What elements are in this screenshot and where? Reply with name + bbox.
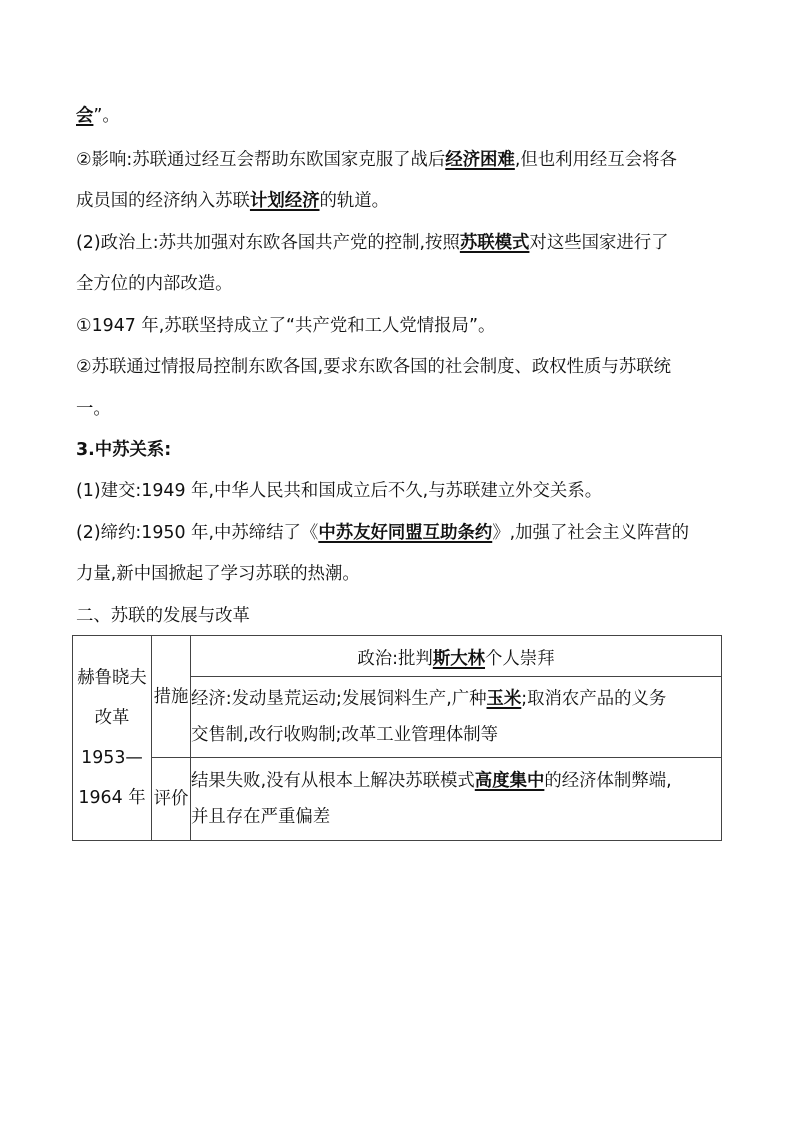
text-segment: 政治:批判 [357, 648, 433, 669]
era-title: 改革 [94, 708, 130, 728]
text-segment: ②影响:苏联通过经互会帮助东欧国家克服了战后 [76, 150, 446, 170]
text-segment: ;取消农产品的义务 [521, 689, 667, 709]
text-segment: 的轨道。 [319, 191, 390, 211]
era-years: 1953— [81, 748, 143, 768]
text-line [76, 189, 726, 213]
cell-line [191, 681, 721, 717]
table-row [73, 636, 722, 677]
keyword: 玉米 [486, 689, 522, 709]
keyword: 计划经济 [249, 191, 320, 211]
keyword: 苏联模式 [459, 233, 530, 253]
text-segment: 》,加强了社会主义阵营的 [492, 523, 690, 543]
text-line: ①1947 年,苏联坚持成立了“共产党和工人党情报局”。 [76, 316, 496, 336]
evaluation-label: 评价 [152, 758, 191, 841]
section-heading: 3.中苏关系: [76, 440, 172, 460]
text-line: 力量,新中国掀起了学习苏联的热潮。 [76, 564, 360, 584]
text-segment: 经济:发动垦荒运动;发展饲料生产,广种 [191, 689, 487, 709]
text-line: ②苏联通过情报局控制东欧各国,要求东欧各国的社会制度、政权性质与苏联统 [76, 357, 672, 377]
keyword: 会 [76, 106, 94, 126]
table-row [73, 758, 722, 841]
text-line [76, 231, 726, 255]
cell-line: 并且存在严重偏差 [191, 807, 331, 827]
text-line: 一。 [76, 399, 111, 419]
keyword: 高度集中 [474, 771, 545, 791]
text-segment: (2)政治上:苏共加强对东欧各国共产党的控制,按照 [76, 233, 460, 253]
text-segment: 的经济体制弊端, [544, 771, 672, 791]
keyword: 经济困难 [445, 150, 515, 170]
era-cell [73, 636, 152, 841]
cell-line [191, 763, 721, 799]
text-line [76, 104, 726, 128]
text-line: (1)建交:1949 年,中华人民共和国成立后不久,与苏联建立外交关系。 [76, 481, 603, 501]
cell-line: 交售制,改行收购制;改革工业管理体制等 [191, 725, 499, 745]
era-title: 赫鲁晓夫 [77, 668, 147, 688]
text-segment: ”。 [93, 106, 120, 126]
text-segment: 对这些国家进行了 [529, 233, 669, 253]
measures-label: 措施 [152, 636, 191, 758]
political-measure [191, 636, 722, 677]
reform-table [72, 635, 722, 841]
text-segment: 成员国的经济纳入苏联 [76, 191, 250, 211]
text-line [76, 148, 726, 172]
keyword: 斯大林 [432, 648, 486, 669]
section-heading: 二、苏联的发展与改革 [76, 606, 250, 626]
text-segment: 结果失败,没有从根本上解决苏联模式 [191, 771, 475, 791]
economic-measure [191, 677, 722, 758]
text-line [76, 521, 726, 545]
text-line: 全方位的内部改造。 [76, 274, 233, 294]
text-segment: ,但也利用经互会将各 [514, 150, 677, 170]
text-segment: (2)缔约:1950 年,中苏缔结了《 [76, 523, 319, 543]
evaluation-text [191, 758, 722, 841]
keyword: 中苏友好同盟互助条约 [318, 523, 493, 543]
era-years: 1964 年 [78, 788, 146, 808]
text-segment: 个人崇拜 [485, 648, 555, 669]
